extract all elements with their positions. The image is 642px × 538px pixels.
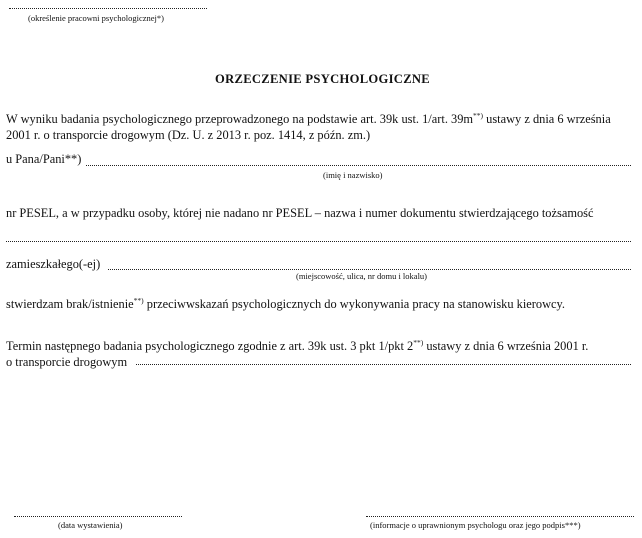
intro-line-2: 2001 r. o transporcie drogowym (Dz. U. z 2013 r. poz. 1414, z późn. zm.) [6,128,371,142]
date-caption: (data wystawienia) [58,520,123,530]
date-dotted-line [14,516,182,517]
signature-caption: (informacje o uprawnionym psychologu oraz jego podpis***) [370,520,581,530]
person-caption: (imię i nazwisko) [323,170,383,180]
lab-caption: (określenie pracowni psychologicznej*) [28,13,164,23]
next-exam-line-1: Termin następnego badania psychologicznego zgodnie z art. 39k ust. 3 pkt 1/pkt 2**) ustawy z dnia 6 września 2001 r. [6,337,589,353]
residence-label: zamieszkałego(-ej) [6,257,101,271]
document-title: ORZECZENIE PSYCHOLOGICZNE [215,72,430,86]
lab-dotted-line [9,8,207,9]
next-exam-paragraph [6,338,636,370]
pesel-label: nr PESEL, a w przypadku osoby, której nie nadano nr PESEL – nazwa i numer dokumentu stwierdzającego tożsamość [6,206,594,220]
intro-line-1: W wyniku badania psychologicznego przeprowadzonego na podstawie art. 39k ust. 1/art. 39m**) ustawy z dnia 6 września [6,110,611,126]
signature-dotted-line [366,516,634,517]
intro-paragraph [6,111,636,143]
person-name-field [86,165,631,166]
next-exam-date-field [136,364,631,365]
person-label: u Pana/Pani**) [6,152,82,166]
pesel-field [6,241,631,242]
statement: stwierdzam brak/istnienie**) przeciwwskazań psychologicznych do wykonywania pracy na stanowisku kierowcy. [6,295,566,311]
residence-field [108,269,631,270]
residence-caption: (miejscowość, ulica, nr domu i lokalu) [296,271,428,281]
next-exam-line-2: o transporcie drogowym [6,355,128,369]
